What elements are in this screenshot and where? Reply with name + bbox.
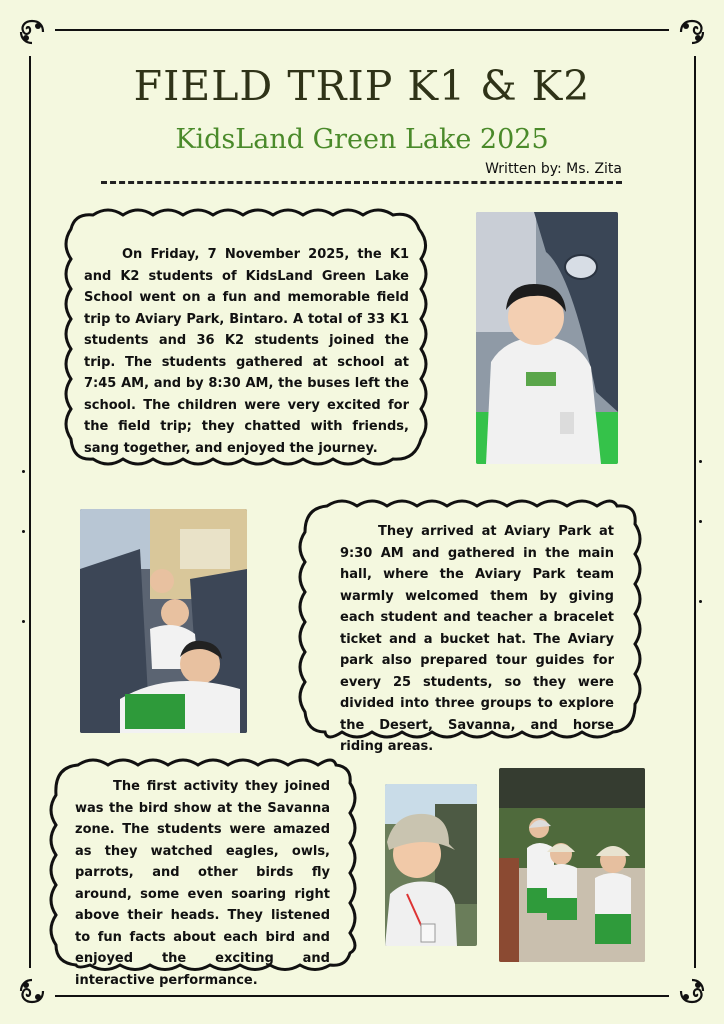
- author-byline: Written by: Ms. Zita: [485, 161, 622, 177]
- frame-left-line: [29, 56, 31, 968]
- frame-dot: [22, 620, 25, 623]
- paragraph-2: They arrived at Aviary Park at 9:30 AM and gathered in the main hall, where the Aviary Park team warmly welcomed them by giving each student and teacher a bracelet ticket and a bucket hat. The Aviary park also prepared tour guides for every 25 students, so they were divided into three groups to explore the Desert, Savanna, and horse riding areas.: [340, 524, 614, 754]
- corner-ornament-icon: [17, 17, 47, 47]
- corner-ornament-icon: [17, 976, 47, 1006]
- frame-dot: [699, 600, 702, 603]
- photo-boy-with-hat: [385, 784, 477, 946]
- page-title: FIELD TRIP K1 & K2: [133, 62, 591, 110]
- photo-girl-on-bus: [476, 212, 618, 464]
- photo-kids-on-bus: [80, 509, 247, 733]
- page-subtitle: KidsLand Green Lake 2025: [175, 124, 549, 155]
- frame-dot: [699, 460, 702, 463]
- frame-right-line: [694, 56, 696, 968]
- frame-top-line: [55, 29, 669, 31]
- text-bubble-2: [297, 498, 648, 754]
- photo-three-kids-posing: [499, 768, 645, 962]
- corner-ornament-icon: [677, 17, 707, 47]
- frame-dot: [699, 520, 702, 523]
- corner-ornament-icon: [677, 976, 707, 1006]
- text-bubble-1: [63, 207, 434, 469]
- paragraph-3: The first activity they joined was the bird show at the Savanna zone. The students were amazed as they watched eagles, owls, parrots, and other birds fly around, some even soaring right above their heads. They listened to fun facts about each bird and enjoyed the exciting and interactive performance.: [75, 779, 330, 988]
- frame-dot: [22, 470, 25, 473]
- frame-dot: [22, 530, 25, 533]
- frame-bottom-line: [55, 995, 669, 997]
- header-divider: [101, 181, 622, 184]
- paragraph-1: On Friday, 7 November 2025, the K1 and K2 students of KidsLand Green Lake School went on a fun and memorable field trip to Aviary Park, Bintaro. A total of 33 K1 students and 36 K2 students joined the trip. The students gathered at school at 7:45 AM, and by 8:30 AM, the buses left the school. The children were very excited for the field trip; they chatted with friends, sang together, and enjoyed the journey.: [84, 247, 409, 456]
- text-bubble-3: [48, 757, 360, 988]
